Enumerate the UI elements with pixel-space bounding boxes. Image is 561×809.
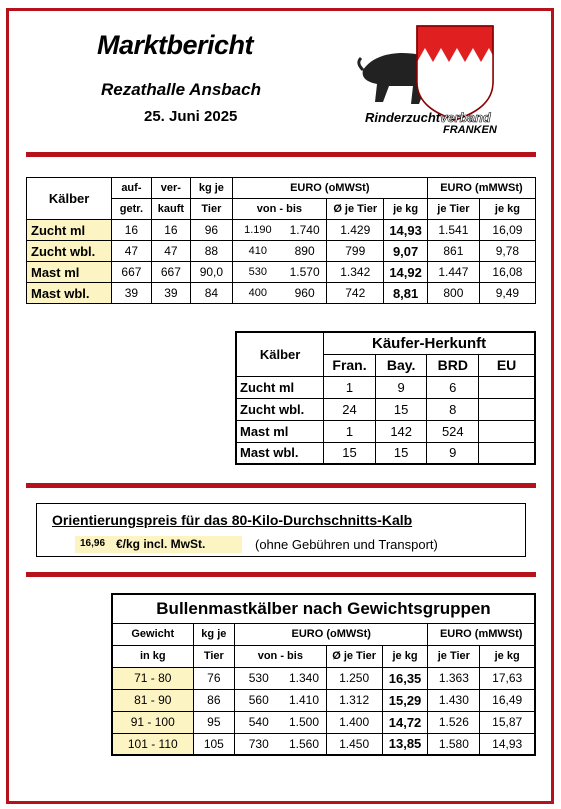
col-header: auf-	[112, 178, 151, 199]
table-cell: 142	[375, 420, 427, 442]
table-cell: 1.560	[282, 733, 326, 755]
table-cell: 16,49	[480, 689, 535, 711]
table-cell	[479, 398, 535, 420]
table-cell: 730	[235, 733, 283, 755]
table-cell: 15,87	[480, 711, 535, 733]
table-row	[27, 220, 536, 241]
col-header: von - bis	[235, 645, 326, 667]
table-row	[112, 667, 535, 689]
divider-1	[26, 152, 536, 157]
logo-text: Rinderzuchtverband	[365, 110, 491, 125]
table-cell: 76	[193, 667, 235, 689]
col-header: Ø je Tier	[327, 199, 384, 220]
col-header: je kg	[480, 645, 535, 667]
table-cell: 15	[375, 442, 427, 464]
table-cell: 1.190	[232, 220, 283, 241]
table-cell: 8,81	[384, 283, 428, 304]
table-cell: Zucht wbl.	[27, 241, 112, 262]
table-cell: 91 - 100	[112, 711, 193, 733]
table-cell: 667	[151, 262, 190, 283]
col-header: je kg	[382, 645, 428, 667]
col-header: getr.	[112, 199, 151, 220]
table-cell: 86	[193, 689, 235, 711]
table-cell: 1.429	[327, 220, 384, 241]
table-cell: 1	[324, 376, 376, 398]
table-cell: 1.500	[282, 711, 326, 733]
col-header: Tier	[191, 199, 233, 220]
table-cell: 16,08	[479, 262, 535, 283]
table-cell: 1.312	[326, 689, 382, 711]
table-cell: 799	[327, 241, 384, 262]
table-cell: 524	[427, 420, 479, 442]
divider-2	[26, 483, 536, 488]
table-row	[236, 398, 535, 420]
table-cell: 88	[191, 241, 233, 262]
table-cell: 24	[324, 398, 376, 420]
table-cell: 14,93	[480, 733, 535, 755]
col-header: EURO (mMWSt)	[428, 623, 535, 645]
table-cell: 1.430	[428, 689, 480, 711]
table-row	[236, 442, 535, 464]
table-cell: 105	[193, 733, 235, 755]
table-cell: 1.541	[427, 220, 479, 241]
page-subtitle: Rezathalle Ansbach	[101, 80, 261, 99]
table-cell: 17,63	[480, 667, 535, 689]
table-cell: 39	[112, 283, 151, 304]
table-cell: 742	[327, 283, 384, 304]
table-cell: 1.526	[428, 711, 480, 733]
table-cell: 1.740	[283, 220, 327, 241]
table-cell: 16	[112, 220, 151, 241]
table-cell: 960	[283, 283, 327, 304]
divider-3	[26, 572, 536, 577]
table-cell: 560	[235, 689, 283, 711]
table-cell: 890	[283, 241, 327, 262]
col-header: in kg	[112, 645, 193, 667]
table-cell: Zucht wbl.	[236, 398, 324, 420]
page-title: Marktbericht	[97, 30, 254, 60]
table-cell: 530	[235, 667, 283, 689]
col-header: je Tier	[427, 199, 479, 220]
table-row	[27, 241, 536, 262]
col-header: Tier	[193, 645, 235, 667]
table-row	[112, 711, 535, 733]
col-header: kg je	[191, 178, 233, 199]
table-cell: 540	[235, 711, 283, 733]
col-header: kauft	[151, 199, 190, 220]
table-cell: 13,85	[382, 733, 428, 755]
table-cell: 1.450	[326, 733, 382, 755]
table-cell: 90,0	[191, 262, 233, 283]
col-header: kg je	[193, 623, 235, 645]
col-header: EURO (mMWSt)	[427, 178, 535, 199]
col-header: je kg	[479, 199, 535, 220]
col-header: je kg	[384, 199, 428, 220]
table-cell: 9	[427, 442, 479, 464]
table-cell: 15	[324, 442, 376, 464]
col-header: von - bis	[232, 199, 327, 220]
table-cell: 9,07	[384, 241, 428, 262]
orientierungspreis-title: Orientierungspreis für das 80-Kilo-Durchschnitts-Kalb	[52, 512, 413, 528]
table-cell: 530	[232, 262, 283, 283]
table-row	[236, 420, 535, 442]
table-cell: Mast ml	[236, 420, 324, 442]
table-cell: BRD	[427, 354, 479, 376]
orientierungspreis-unit: €/kg incl. MwSt.	[116, 537, 206, 551]
table-cell: 1.580	[428, 733, 480, 755]
bullenmast-caption: Bullenmastkälber nach Gewichtsgruppen	[112, 594, 535, 623]
col-header: EURO (oMWSt)	[235, 623, 428, 645]
table-cell: 81 - 90	[112, 689, 193, 711]
kaelber-price-table	[26, 177, 536, 304]
table-cell: 400	[232, 283, 283, 304]
table-cell: 1	[324, 420, 376, 442]
table-cell: 1.340	[282, 667, 326, 689]
table-cell: 101 - 110	[112, 733, 193, 755]
table-cell	[479, 420, 535, 442]
table-cell: 800	[427, 283, 479, 304]
table-cell: 9,78	[479, 241, 535, 262]
orientierungspreis-note: (ohne Gebühren und Transport)	[255, 537, 438, 552]
table-cell: 1.342	[327, 262, 384, 283]
table-cell: 861	[427, 241, 479, 262]
table-row	[236, 376, 535, 398]
col-header-kaeufer-herkunft: Käufer-Herkunft	[324, 332, 535, 354]
table-cell: 410	[232, 241, 283, 262]
table-cell: 9	[375, 376, 427, 398]
table-cell: 15	[375, 398, 427, 420]
kaeufer-herkunft-table	[235, 331, 536, 465]
bullenmast-table	[111, 593, 536, 756]
table-cell: 1.400	[326, 711, 382, 733]
col-header: Ø je Tier	[326, 645, 382, 667]
table-cell: 16,35	[382, 667, 428, 689]
table-row	[27, 283, 536, 304]
col-header: ver-	[151, 178, 190, 199]
col-header: Gewicht	[112, 623, 193, 645]
table-cell: 14,72	[382, 711, 428, 733]
table-cell: Bay.	[375, 354, 427, 376]
table-cell: Mast ml	[27, 262, 112, 283]
table-cell: 667	[112, 262, 151, 283]
table-cell: 16,09	[479, 220, 535, 241]
table-cell: 96	[191, 220, 233, 241]
table-cell: 14,93	[384, 220, 428, 241]
logo-region-text: FRANKEN	[443, 124, 497, 136]
table-row	[112, 689, 535, 711]
table-cell: Mast wbl.	[27, 283, 112, 304]
table-row	[112, 733, 535, 755]
table-cell	[479, 442, 535, 464]
table-cell: 1.447	[427, 262, 479, 283]
table-cell: 1.570	[283, 262, 327, 283]
table-cell: 84	[191, 283, 233, 304]
table-cell: 47	[112, 241, 151, 262]
table-cell: 9,49	[479, 283, 535, 304]
col-header: EURO (oMWSt)	[232, 178, 427, 199]
col-header: je Tier	[428, 645, 480, 667]
table-cell: Mast wbl.	[236, 442, 324, 464]
orientierungspreis-value: 16,96	[80, 538, 106, 549]
table-cell: Zucht ml	[27, 220, 112, 241]
table-cell: 14,92	[384, 262, 428, 283]
table-cell: 95	[193, 711, 235, 733]
table-cell: 71 - 80	[112, 667, 193, 689]
table-cell: 1.363	[428, 667, 480, 689]
table-row	[27, 262, 536, 283]
col-header-kaelber: Kälber	[236, 332, 324, 376]
table-cell: 47	[151, 241, 190, 262]
col-header-kaelber: Kälber	[27, 178, 112, 220]
table-cell: 8	[427, 398, 479, 420]
table-cell: EU	[479, 354, 535, 376]
table-cell: Zucht ml	[236, 376, 324, 398]
table-cell: 15,29	[382, 689, 428, 711]
table-cell: 1.410	[282, 689, 326, 711]
table-cell: 16	[151, 220, 190, 241]
table-cell: 1.250	[326, 667, 382, 689]
table-cell: 6	[427, 376, 479, 398]
report-date: 25. Juni 2025	[144, 108, 238, 125]
table-cell: 39	[151, 283, 190, 304]
table-cell: Fran.	[324, 354, 376, 376]
table-cell	[479, 376, 535, 398]
